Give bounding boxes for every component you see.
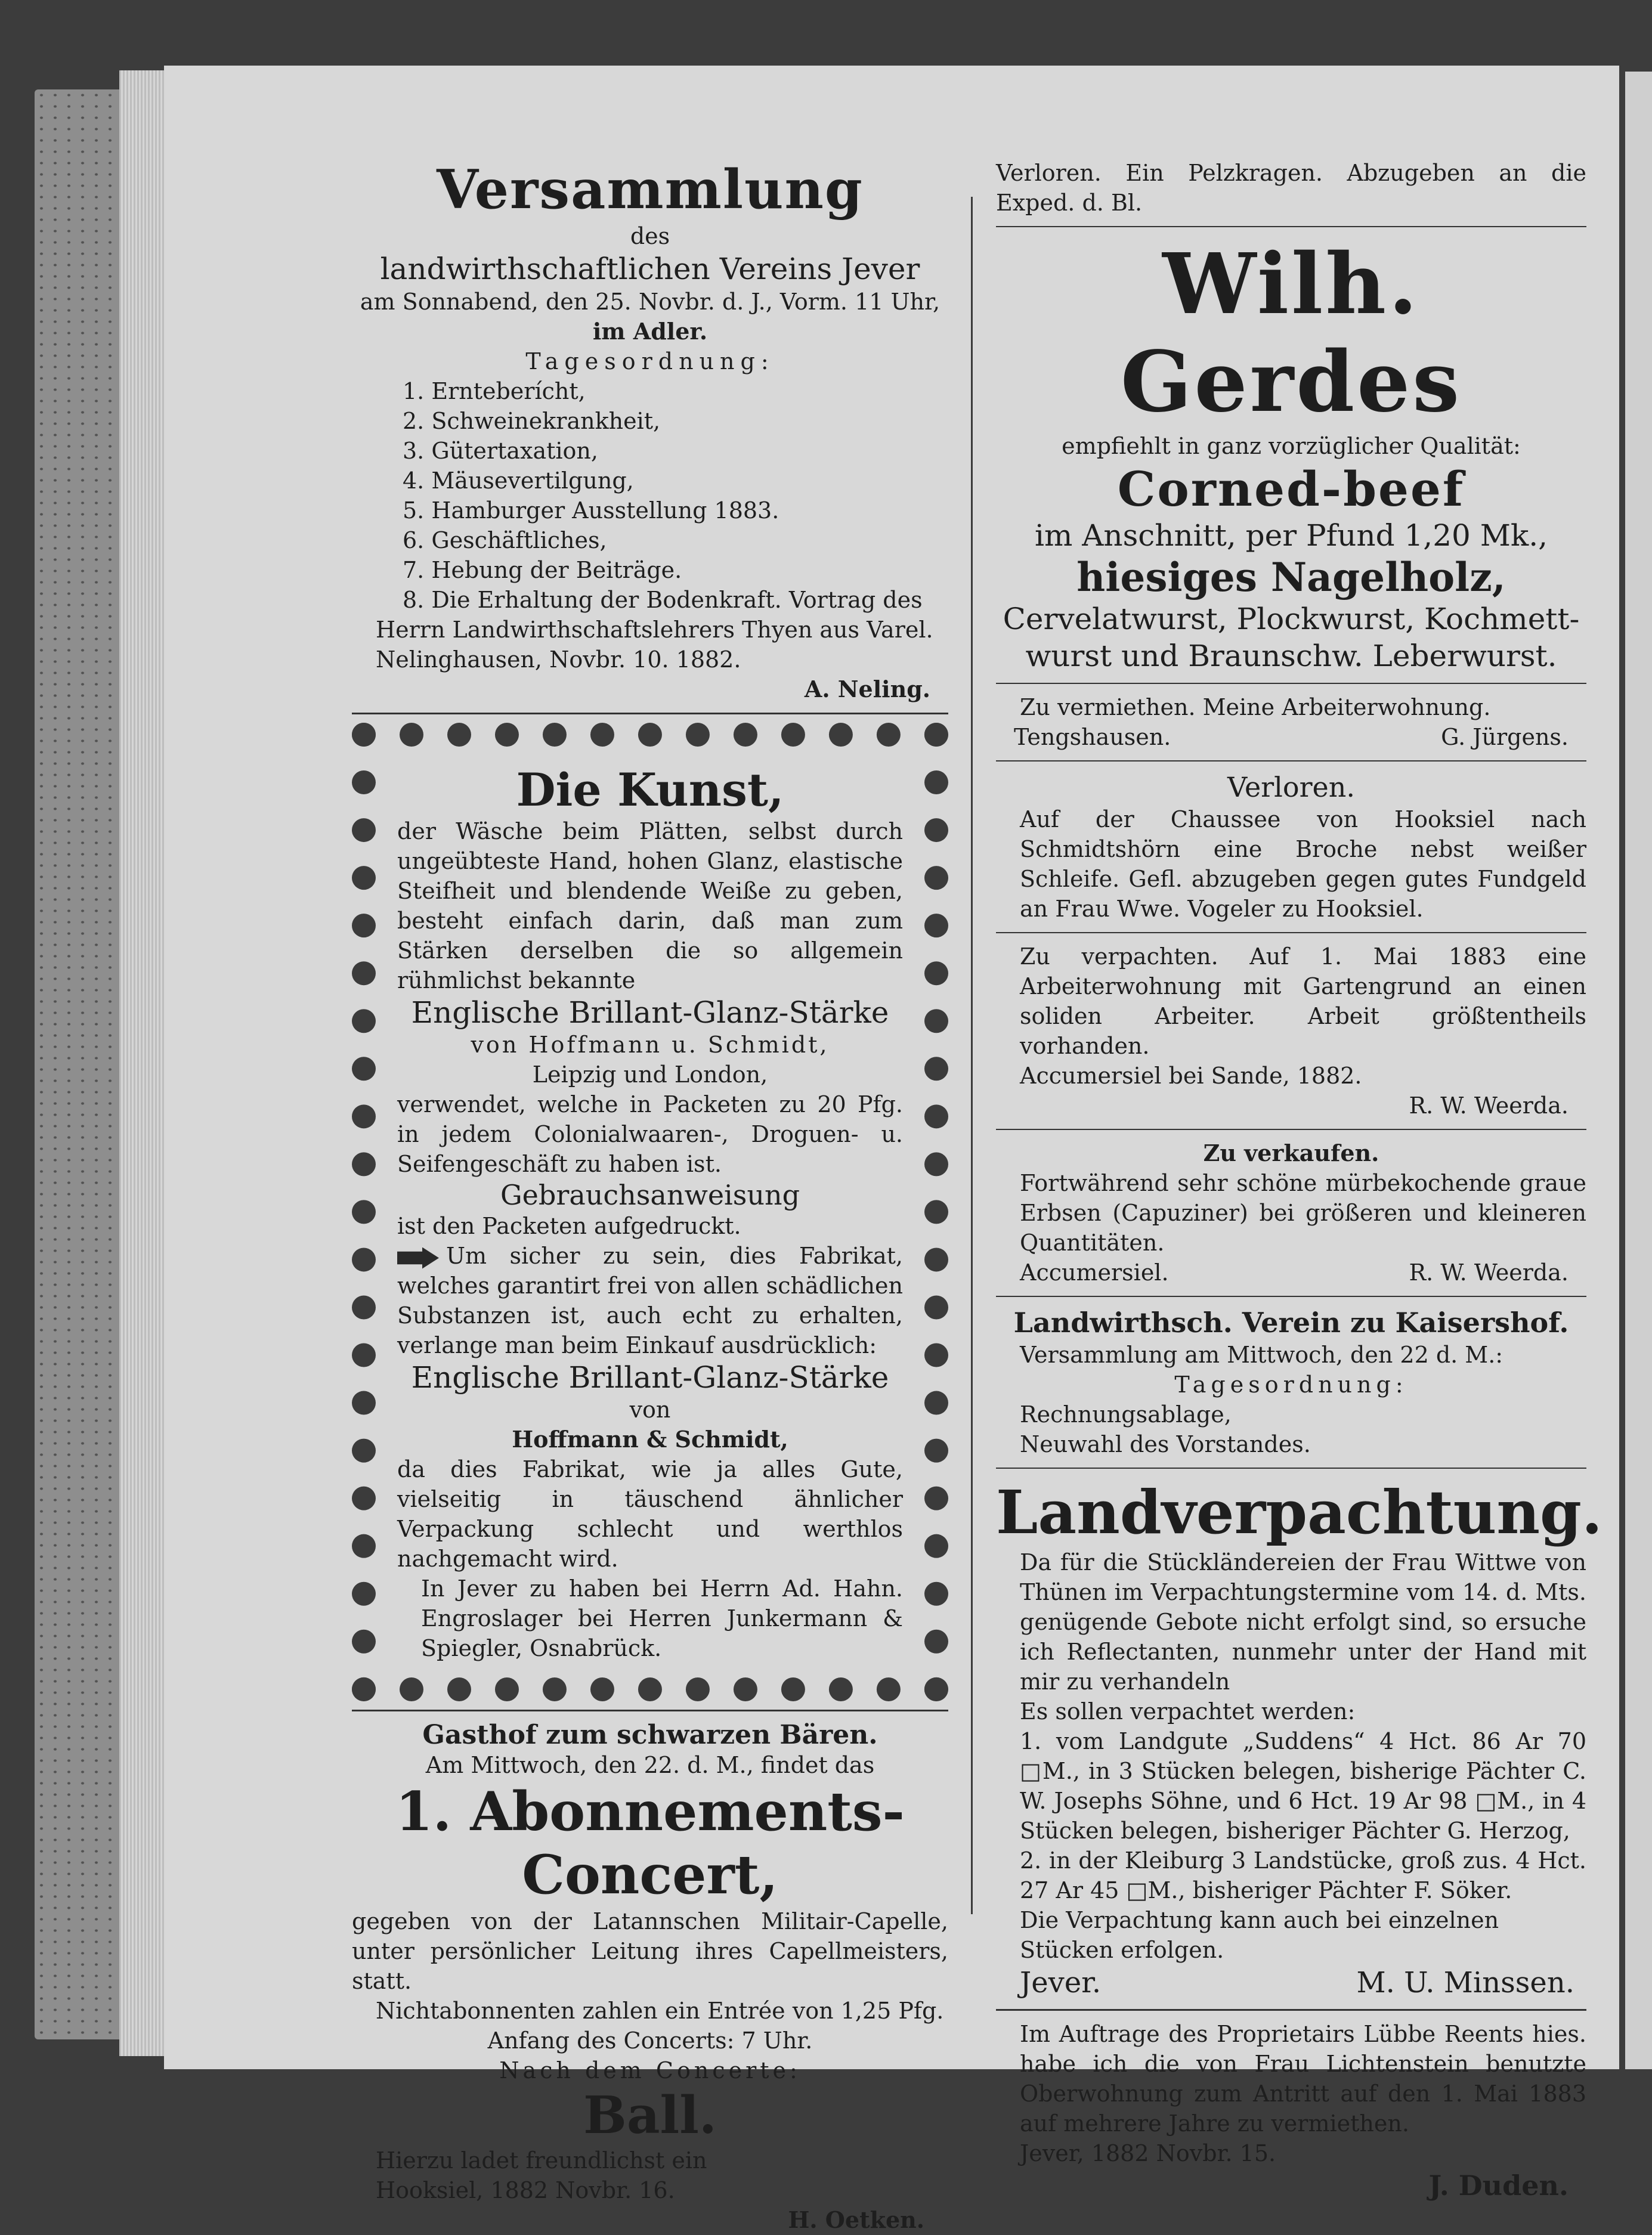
concert-invite: Hierzu ladet freundlichst ein <box>376 2147 707 2174</box>
gerdes-wurst: Cervelatwurst, Plockwurst, Kochmett- <box>1003 602 1580 636</box>
verpachten-name: R. W. Weerda. <box>1409 1092 1569 1119</box>
landverpachtung-title: Landverpachtung. <box>996 1477 1602 1547</box>
kaisershof-item: Rechnungsablage, <box>1020 1401 1232 1428</box>
agenda-item: 4. Mäusevertilgung, <box>403 468 634 494</box>
concert-entry: Nichtabonnenten zahlen ein Entrée von 1,25 Pfg. <box>376 1998 944 2024</box>
kunst-maker: Hoffmann & Schmidt, <box>512 1426 788 1453</box>
concert-signature: H. Oetken. <box>788 2206 924 2233</box>
kunst-paragraph: der Wäsche beim Plätten, selbst durch ungeübteste Hand, hohen Glanz, elastische Steifheit und blendende Weiße zu geben, besteht einfach darin, daß man zum Stärken derselben die so allgemein rühmlichst bekannte <box>397 818 903 993</box>
kaisershof-line: Versammlung am Mittwoch, den 22 d. M.: <box>1020 1342 1503 1368</box>
landverpachtung-item: 2. in der Kleiburg 3 Landstücke, groß zus. 4 Hct. 27 Ar 45 □M., bisheriger Pächter F. Söker. <box>1020 1847 1586 1903</box>
landverpachtung-text: Die Verpachtung kann auch bei einzelnen Stücken erfolgen. <box>1020 1907 1499 1963</box>
landverpachtung-place: Jever. <box>1020 1966 1102 1999</box>
column-divider <box>971 197 973 1914</box>
rule <box>996 2009 1586 2011</box>
ad-concert <box>352 1720 948 2235</box>
rule <box>352 1710 948 1711</box>
verkaufen-place: Accumersiel. <box>1020 1259 1169 1286</box>
next-page-edge <box>1625 72 1652 2069</box>
landverpachtung-text: Da für die Stückländereien der Frau Wittwe von Thünen im Verpachtungstermine vom 14. d. Mts. genügende Gebote nicht erfolgt sind, so ersuche ich Reflectanten, nunmehr unter der Hand mit mir zu verhandeln <box>1020 1549 1586 1695</box>
ad-verpachten <box>996 942 1586 1120</box>
agenda-item: 1. Ernteberícht, <box>403 378 586 404</box>
ad-landverpachtung <box>996 1477 1602 2001</box>
landverpachtung-footer <box>996 1965 1586 2001</box>
concert-start: Anfang des Concerts: 7 Uhr. <box>487 2027 813 2054</box>
versammlung-date: am Sonnabend, den 25. Novbr. d. J., Vorm. 11 Uhr, <box>360 289 941 315</box>
concert-title: 1. Abonnements-Concert, <box>395 1780 905 1906</box>
ad-duden <box>996 2019 1586 2203</box>
gerdes-name: Wilh. Gerdes <box>1120 236 1462 431</box>
pointing-hand-icon <box>397 1247 439 1269</box>
verkaufen-name: R. W. Weerda. <box>1409 1259 1569 1286</box>
agenda-item: 7. Hebung der Beiträge. <box>403 557 682 583</box>
vermiethen-name: G. Jürgens. <box>1441 724 1569 750</box>
landverpachtung-item: 1. vom Landgute „Suddens“ 4 Hct. 86 Ar 70 □M., in 3 Stücken belegen, bisherige Pächter C. W. Josephs Söhne, und 6 Hct. 19 Ar 98 □M., in 4 Stücken belegen, bisheriger Pächter G. Herzog, <box>1020 1728 1586 1844</box>
kaisershof-title: Landwirthsch. Verein zu Kaisershof. <box>1013 1307 1569 1339</box>
rule <box>996 1129 1586 1130</box>
concert-venue: Gasthof zum schwarzen Bären. <box>422 1720 878 1750</box>
agenda-item: 5. Hamburger Ausstellung 1883. <box>403 497 779 524</box>
verpachten-text: Zu verpachten. Auf 1. Mai 1883 eine Arbeiterwohnung mit Gartengrund an einen soliden Arbeiter. Arbeit größtentheils vorhanden. <box>1020 943 1586 1059</box>
ad-kaisershof <box>996 1305 1586 1459</box>
agenda-item: 3. Gütertaxation, <box>403 438 598 464</box>
kaisershof-item: Neuwahl des Vorstandes. <box>1020 1431 1311 1457</box>
rule <box>996 1296 1586 1297</box>
kunst-warning-text: Um sicher zu sein, dies Fabrikat, welches garantirt frei von allen schädlichen Substanzen ist, auch echt zu erhalten, verlange man beim Einkauf ausdrücklich: <box>397 1243 903 1358</box>
versammlung-agenda-header: Tagesordnung: <box>525 348 775 374</box>
concert-date: Am Mittwoch, den 22. d. M., findet das <box>425 1752 875 1778</box>
kunst-maker: von Hoffmann u. Schmidt, <box>471 1032 830 1058</box>
kaisershof-agenda: Tagesordnung: <box>1174 1372 1408 1398</box>
verloren-title: Verloren. <box>1227 771 1356 803</box>
landverpachtung-name: M. U. Minssen. <box>1356 1966 1574 1999</box>
versammlung-agenda-list <box>352 376 948 615</box>
kunst-city: Leipzig und London, <box>532 1061 768 1088</box>
vermiethen-place: Tengshausen. <box>1014 724 1171 750</box>
ad-kunst-box <box>352 723 948 1701</box>
kunst-von: von <box>629 1397 671 1423</box>
agenda-item: 6. Geschäftliches, <box>403 527 607 553</box>
vermiethen-footer <box>996 722 1586 752</box>
gerdes-wurst: wurst und Braunschw. Leberwurst. <box>1025 639 1557 673</box>
rule <box>996 683 1586 684</box>
gerdes-nagelholz: hiesiges Nagelholz, <box>1076 554 1506 600</box>
versammlung-signature: A. Neling. <box>804 676 930 702</box>
right-column <box>996 158 1602 2203</box>
kunst-product: Englische Brillant-Glanz-Stärke <box>411 995 889 1030</box>
ad-verloren-broche <box>996 770 1586 924</box>
agenda-item: 2. Schweinekrankheit, <box>403 408 661 434</box>
verloren-text: Auf der Chaussee von Hooksiel nach Schmidtshörn eine Broche nebst weißer Schleife. Gefl. abzugeben gegen gutes Fundgeld an Frau Wwe. Vogeler zu Hooksiel. <box>1020 806 1586 922</box>
concert-after: Nach dem Concerte: <box>499 2057 801 2084</box>
kunst-title: Die Kunst, <box>516 763 784 816</box>
kunst-paragraph: In Jever zu haben bei Herrn Ad. Hahn. Engroslager bei Herren Junkermann & Spiegler, Osnabrück. <box>421 1575 903 1661</box>
kunst-usage-title: Gebrauchsanweisung <box>500 1179 800 1211</box>
duden-dateline: Jever, 1882 Novbr. 15. <box>1020 2140 1276 2166</box>
gerdes-corned-beef: Corned-beef <box>1117 461 1465 517</box>
ad-verkaufen <box>996 1138 1586 1287</box>
kunst-warning <box>397 1241 903 1360</box>
rule <box>996 226 1586 227</box>
kunst-usage: ist den Packeten aufgedruckt. <box>397 1213 741 1239</box>
left-column <box>352 158 948 2235</box>
agenda-item: 8. Die Erhaltung der Bodenkraft. Vortrag des <box>403 587 923 613</box>
kunst-paragraph: verwendet, welche in Packeten zu 20 Pfg. in jedem Colonialwaaren-, Droguen- u. Seifengeschäft zu haben ist. <box>397 1091 903 1177</box>
gerdes-line: empfiehlt in ganz vorzüglicher Qualität: <box>1062 433 1521 459</box>
rule <box>352 713 948 714</box>
versammlung-place: im Adler. <box>592 318 708 345</box>
gerdes-price: im Anschnitt, per Pfund 1,20 Mk., <box>1035 518 1548 553</box>
ad-gerdes <box>996 236 1586 674</box>
rule <box>996 1468 1586 1469</box>
verkaufen-title: Zu verkaufen. <box>1203 1140 1379 1166</box>
versammlung-dateline: Nelinghausen, Novbr. 10. 1882. <box>376 646 741 673</box>
concert-text: gegeben von der Latannschen Militair-Capelle, unter persönlicher Leitung ihres Capellmeisters, statt. <box>352 1908 948 1994</box>
kunst-product: Englische Brillant-Glanz-Stärke <box>411 1360 889 1395</box>
duden-name: J. Duden. <box>1428 2169 1569 2202</box>
ad-vermiethen <box>996 692 1586 752</box>
verkaufen-footer <box>996 1258 1586 1287</box>
rule <box>996 760 1586 761</box>
concert-ball: Ball. <box>583 2085 717 2146</box>
verpachten-dateline: Accumersiel bei Sande, 1882. <box>1020 1063 1362 1089</box>
kunst-paragraph: da dies Fabrikat, wie ja alles Gute, vielseitig in täuschend ähnlicher Verpackung schlecht und werthlos nachgemacht wird. <box>397 1456 903 1572</box>
versammlung-verein: landwirthschaftlichen Vereins Jever <box>380 252 920 286</box>
concert-dateline: Hooksiel, 1882 Novbr. 16. <box>376 2177 675 2203</box>
ad-versammlung <box>352 158 948 704</box>
verkaufen-text: Fortwährend sehr schöne mürbekochende graue Erbsen (Capuziner) bei größeren und kleineren Quantitäten. <box>1020 1170 1586 1256</box>
vermiethen-line: Zu vermiethen. Meine Arbeiterwohnung. <box>1020 694 1491 720</box>
versammlung-des: des <box>630 223 670 249</box>
ad-verloren-pelzkragen: Verloren. Ein Pelzkragen. Abzugeben an die Exped. d. Bl. <box>996 160 1586 216</box>
rule <box>996 932 1586 933</box>
landverpachtung-text: Es sollen verpachtet werden: <box>1020 1698 1356 1725</box>
versammlung-title: Versammlung <box>437 158 864 221</box>
duden-text: Im Auftrage des Proprietairs Lübbe Reents hies. habe ich die von Frau Lichtenstein benutzte Oberwohnung zum Antritt auf den 1. Mai 1883 auf mehrere Jahre zu vermiethen. <box>1020 2021 1586 2137</box>
agenda-item8-cont: Herrn Landwirthschaftslehrers Thyen aus Varel. <box>376 617 933 643</box>
